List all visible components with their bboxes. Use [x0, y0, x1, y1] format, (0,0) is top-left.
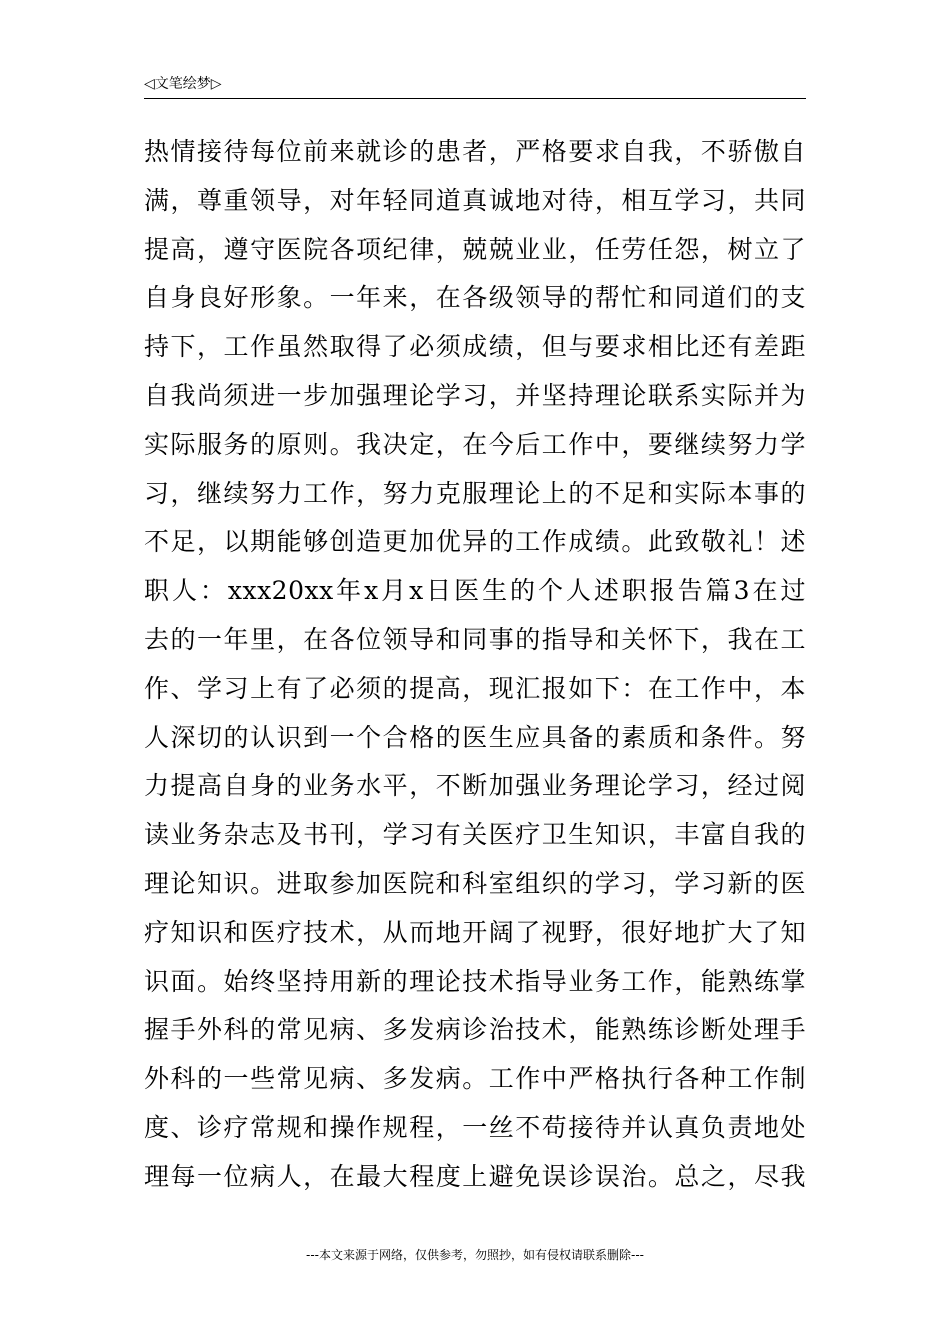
text-line: 理每一位病人，在最大程度上避免误诊误治。总之，尽我: [144, 1161, 806, 1191]
text-line: 去的一年里，在各位领导和同事的指导和关怀下，我在工: [144, 624, 806, 654]
text-line: 度、诊疗常规和操作规程，一丝不苟接待并认真负责地处: [144, 1112, 806, 1142]
text-line: 热情接待每位前来就诊的患者，严格要求自我，不骄傲自: [144, 137, 806, 166]
footer-disclaimer: ---本文来源于网络，仅供参考，勿照抄，如有侵权请联系删除---: [306, 1248, 644, 1262]
text-line: 读业务杂志及书刊，学习有关医疗卫生知识，丰富自我的: [144, 820, 806, 850]
text-line: 外科的一些常见病、多发病。工作中严格执行各种工作制: [144, 1064, 806, 1094]
text-line: 力提高自身的业务水平，不断加强业务理论学习，经过阅: [144, 771, 806, 801]
page-header: [144, 74, 806, 99]
header-label: ◁文笔绘梦▷: [144, 76, 222, 92]
text-line: 提高，遵守医院各项纪律，兢兢业业，任劳任怨，树立了: [144, 234, 806, 264]
body-text: [144, 128, 806, 1202]
text-line: 不足，以期能够创造更加优异的工作成绩。此致敬礼！述: [144, 527, 806, 557]
text-line: 作、学习上有了必须的提高，现汇报如下：在工作中，本: [144, 673, 806, 703]
text-line: 握手外科的常见病、多发病诊治技术，能熟练诊断处理手: [144, 1015, 806, 1045]
text-line: 疗知识和医疗技术，从而地开阔了视野，很好地扩大了知: [144, 917, 806, 947]
text-line: 理论知识。进取参加医院和科室组织的学习，学习新的医: [144, 868, 806, 898]
text-line: 实际服务的原则。我决定，在今后工作中，要继续努力学: [144, 429, 806, 459]
text-line: 习，继续努力工作，努力克服理论上的不足和实际本事的: [144, 478, 806, 508]
text-line: 自我尚须进一步加强理论学习，并坚持理论联系实际并为: [144, 380, 806, 410]
text-line: 持下，工作虽然取得了必须成绩，但与要求相比还有差距: [144, 332, 806, 362]
text-line: 识面。始终坚持用新的理论技术指导业务工作，能熟练掌: [144, 966, 806, 996]
text-line: 人深切的认识到一个合格的医生应具备的素质和条件。努: [144, 722, 806, 752]
text-line: 职人：xxx20xx年x月x日医生的个人述职报告篇3在过: [144, 576, 806, 606]
text-line: 自身良好形象。一年来，在各级领导的帮忙和同道们的支: [144, 283, 806, 313]
text-line: 满，尊重领导，对年轻同道真诚地对待，相互学习，共同: [144, 185, 806, 215]
